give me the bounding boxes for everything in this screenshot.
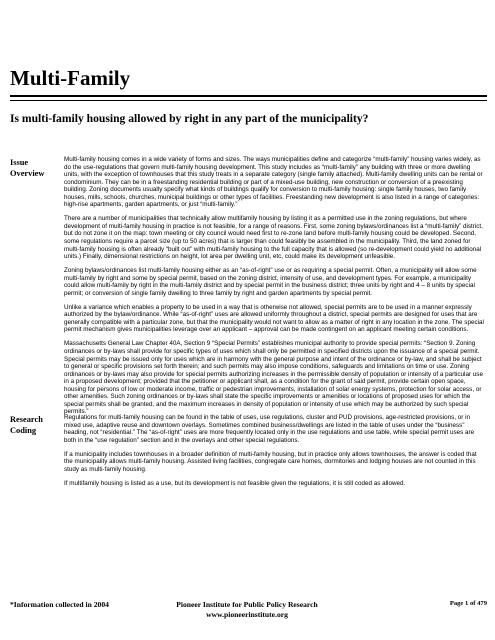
page-number: Page 1 of 479 xyxy=(449,600,487,607)
page-footer xyxy=(0,598,495,634)
issue-paragraph-3: Zoning bylaws/ordinances list multi-family housing either as an “as-of-right” use or as requiring a special permit. Often, a municipality will allow some multi-family by right and some by special permit, based on the zoning district, intensity of use, and development types. For example, a municipality could allow multi-family by right in the multi-family district and by special permit in the business district; three units by right and 4 – 8 units by special permit; or conversion of single family dwelling to three family by right and garden apartments by special permit. xyxy=(64,267,477,297)
footer-organization xyxy=(140,600,354,620)
issue-paragraph-4: Unlike a variance which enables a property to be used in a way that is otherwise not allowed, special permits are to be used in a manner expressly authorized by the bylaw/ordinance. While “as-of-right” uses are allowed uniformly throughout a district, special permits are designed for uses that are generally compatible with a particular zone, but that the municipality would not want to allow as a matter of right in any location in the zone. The special permit mechanism gives municipalities leverage over an applicant – approval can be made contingent on an applicant meeting certain conditions. xyxy=(64,303,484,334)
research-paragraph-2: If a municipality includes townhouses in a broader definition of multi-family housing, but in practice only allows townhouses, the answer is coded that the municipality allows multi-family housing. Assisted living facilities, congregate care homes, dormitories and lodging houses are not counted in this study as multi-family housing. xyxy=(64,450,477,473)
title-rule-thin xyxy=(10,100,487,101)
footer-org-name: Pioneer Institute for Public Policy Research xyxy=(176,600,318,609)
research-coding-body xyxy=(64,414,486,494)
footer-note: *Information collected in 2004 xyxy=(10,600,109,609)
research-label-line1: Research xyxy=(10,415,43,424)
research-label-line2: Coding xyxy=(10,425,37,435)
issue-overview-body xyxy=(64,156,486,422)
issue-label-line1: Issue xyxy=(10,158,29,167)
issue-paragraph-2: There are a number of municipalities that technically allow multifamily housing by listing it as a permitted use in the zoning regulations, but where development of multi-family housing in practice is not feasible, for a range of reasons. First, some zoning bylaws/ordinances list a “multi-family” district, but do not zone it on the map: town meeting or city council would need first to re-zone land before multi-family housing could be developed. Second, some regulations require a parcel size (up to 50 acres) that is larger than could feasibly be assembled in the municipality. Third, the land zoned for multi-family housing is often already “built out” with multi-family housing to the full capacity that is allowed (so re-development could yield no additional units.) Finally, dimensional restrictions on height, lot area per dwelling unit, etc, could make its development unfeasible. xyxy=(64,215,483,261)
research-paragraph-1: Regulations for multi-family housing can be found in the table of uses, use regulations, cluster and PUD provisions, age-restricted provisions, or in mixed use, adaptive reuse and downtown overlays. Sometimes combined business/dwellings are listed in the table of uses under the “business” heading, not “residential.” The “as-of-right” uses are more frequently located only in the use regulations and use table, while special permit uses are both in the “use regulation” section and in the overlays and other special regulations. xyxy=(64,414,475,444)
issue-label-line2: Overview xyxy=(10,168,45,178)
footer-org-url: www.pioneerinstitute.org xyxy=(206,610,288,619)
issue-paragraph-5: Massachusetts General Law Chapter 40A, Section 9 “Special Permits” establishes municipal authority to provide special permits: “Section 9. Zoning ordinances or by-laws shall provide for specific types of uses which shall only be permitted in specified districts upon the issuance of a special permit. Special permits may be issued only for uses which are in harmony with the general purpose and intent of the ordinance or by-law, and shall be subject to general or specific provisions set forth therein; and such permits may also impose conditions, safeguards and limitations on time or use. Zoning ordinances or by-laws may also provide for special permits authorizing increases in the permissible density of population or intensity of a particular use in a proposed development; provided that the petitioner or applicant shall, as a condition for the grant of said permit, provide certain open space, housing for persons of low or moderate income, traffic or pedestrian improvements, installation of solar energy systems, protection for solar access, or other amenities. Such zoning ordinances or by-laws shall state the specific improvements or amenities or locations of proposed uses for which the special permits shall be granted, and the maximum increases in density of population or intensity of use which may be authorized by such special permits.” xyxy=(64,340,483,416)
issue-paragraph-1: Multi-family housing comes in a wide variety of forms and sizes. The ways municipalities define and categorize “multi-family” housing varies widely, as do the use-regulations that govern multi-family housing development. This study includes as “multi-family” any building with three or more dwelling units, with the exception of townhouses that this study treats in a separate category (single family attached). Multi-family dwelling units can be rental or condominium. They can be in a freestanding residential building or part of a mixed-use building, new construction or conversion of a preexisting building. Zoning documents usually specify what kinds of buildings qualify for conversion to multi-family housing: single family houses, two family houses, mills, schools, churches, municipal buildings or other types of facilities. Freestanding new development is also listed in a range of categories: high-rise apartments, garden apartments, or just “multi-family.” xyxy=(64,156,483,209)
research-paragraph-3: If multifamily housing is listed as a use, but its development is not feasible given the regulations, it is still coded as allowed. xyxy=(64,479,406,487)
section-question: Is multi-family housing allowed by right in any part of the municipality? xyxy=(10,112,369,125)
research-coding-label xyxy=(10,415,56,436)
page-title: Multi-Family xyxy=(10,66,131,90)
issue-overview-label xyxy=(10,158,56,179)
title-rule-thick xyxy=(10,95,487,97)
